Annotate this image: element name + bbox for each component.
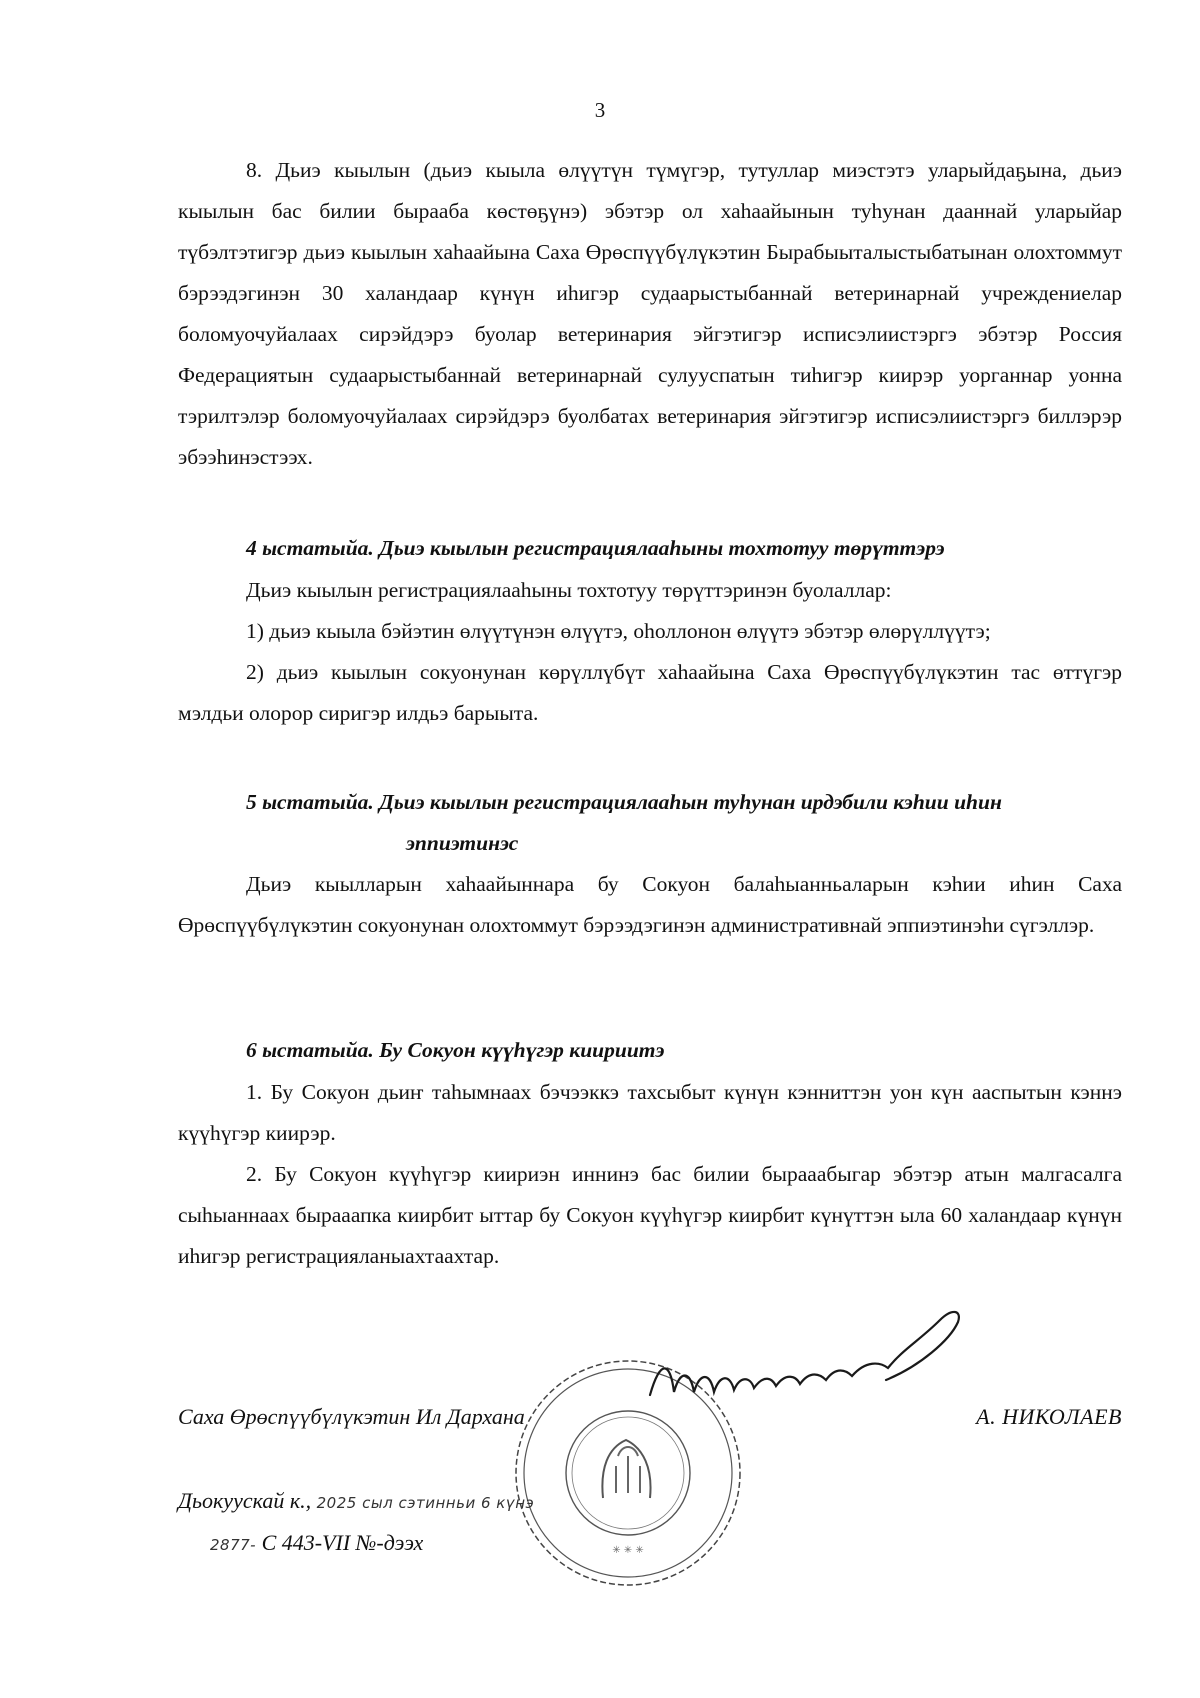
article-6-paragraph: 2. Бу Сокуон күүһүгэр киириэн иннинэ бас билии бырааабыгар эбэтэр атын малгасалга сыһыаннаах бырааапка киирбит ыттар бу Сокуон күүһүгэр киирбит күнүттэн ыла 60 халандаар күнүн иһигэр регистрацияланыахтаахтар. <box>178 1162 1122 1268</box>
law-number-suffix: С 443-VII №-дээх <box>261 1530 424 1555</box>
signatory-name: А. НИКОЛАЕВ <box>976 1404 1122 1429</box>
law-number <box>210 1530 423 1556</box>
page-number: 3 <box>594 98 606 122</box>
signing-place-date <box>178 1488 534 1514</box>
article-4-body <box>178 570 1122 734</box>
article-4-paragraph: 1) дьиэ кыыла бэйэтин өлүүтүнэн өлүүтэ, оһоллонон өлүүтэ эбэтэр өлөрүллүүтэ; <box>246 619 991 643</box>
svg-text:✳ ✳ ✳: ✳ ✳ ✳ <box>612 1545 644 1556</box>
article-4-paragraph: Дьиэ кыылын регистрациялааһыны тохтотуу төрүттэринэн буолаллар: <box>246 578 892 602</box>
article-5-body <box>178 864 1122 946</box>
handwritten-number: 2877- <box>210 1536 257 1554</box>
article-5-heading <box>246 782 1126 864</box>
article-4-heading: 4 ыстатыйа. Дьиэ кыылын регистрациялааһыны тохтотуу төрүттэрэ <box>246 536 945 560</box>
article-4-paragraph: 2) дьиэ кыылын сокуонунан көрүллүбүт хаһаайына Саха Өрөспүүбүлүкэтин тас өттүгэр мэлдьи олорор сиригэр илдьэ барыыта. <box>178 660 1122 725</box>
paragraph-8-text: 8. Дьиэ кыылын (дьиэ кыыла өлүүтүн түмүгэр, тутуллар миэстэтэ уларыйдаҕына, дьиэ кыылын бас билии бырааба көстөҕүнэ) эбэтэр ол хаһаайынын туһунан дааннай уларыйар түбэлтэтигэр дьиэ кыылын хаһаайына Саха Өрөспүүбүлүкэтин Бырабыыталыстыбатынан олохтоммут бэрээдэгинэн 30 халандаар күнүн иһигэр судаарыстыбаннай ветеринарнай учреждениелар боломуочуйалаах сирэйдэрэ буолар ветеринария эйгэтигэр исписэлиистэргэ эбэтэр Россия Федерациятын судаарыстыбаннай ветеринарнай сулууспатын тиһигэр киирэр уорганнар уонна тэрилтэлэр боломуочуйалаах сирэйдэрэ буолбатах ветеринария эйгэтигэр исписэлиистэргэ биллэрэр эбээһинэстээх. <box>178 158 1122 469</box>
handwritten-date: 2025 сыл сэтинньи 6 күнэ <box>316 1494 535 1512</box>
signatory-title: Саха Өрөспүүбүлүкэтин Ил Дархана <box>178 1404 525 1429</box>
article-6-heading: 6 ыстатыйа. Бу Сокуон күүһүгэр киириитэ <box>246 1038 665 1062</box>
paragraph-8 <box>178 150 1122 478</box>
article-6-paragraph: 1. Бу Сокуон дьиҥ таһымнаах бэчээккэ тахсыбыт күнүн кэнниттэн уон күн ааспытын кэннэ күүһүгэр киирэр. <box>178 1080 1122 1145</box>
signing-place: Дьокуускай к., <box>178 1488 312 1513</box>
article-5-heading-line2: эппиэтинэс <box>406 831 519 855</box>
article-6-body <box>178 1072 1122 1277</box>
handwritten-signature <box>640 1300 970 1420</box>
article-5-heading-line1: 5 ыстатыйа. Дьиэ кыылын регистрациялааһын туһунан ирдэбили кэһии иһин <box>246 790 1002 814</box>
article-5-paragraph: Дьиэ кыылларын хаһаайыннара бу Сокуон балаһыанньаларын кэһии иһин Саха Өрөспүүбүлүкэтин сокуонунан олохтоммут бэрээдэгинэн административнай эппиэтинэһи сүгэллэр. <box>178 872 1122 937</box>
